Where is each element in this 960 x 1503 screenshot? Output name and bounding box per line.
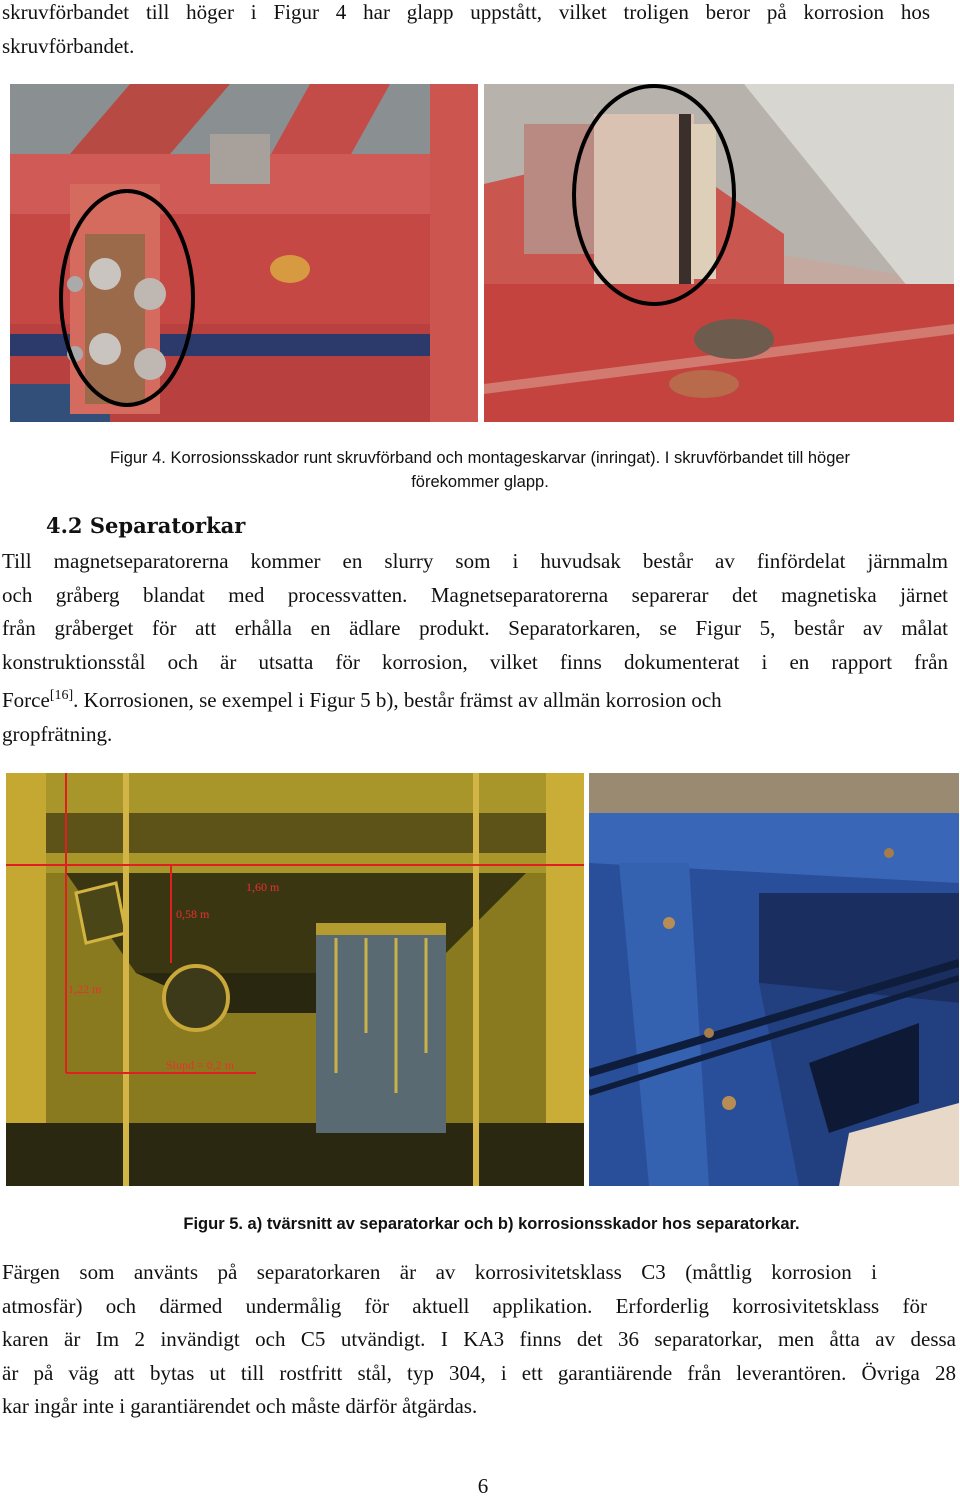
dim-label-slupd: Slupd = 0,2 m [166,1058,235,1072]
dim-label-height: 1,22 m [68,982,102,996]
page-number: 6 [477,1474,489,1498]
body-line-5-prefix: Force [2,688,50,713]
figure5-right-photo [589,773,959,1186]
section-heading [46,513,245,538]
figure5-caption: Figur 5. a) tvärsnitt av separatorkar och b) korrosionsskador hos separatorkar. [183,1215,800,1233]
figure4-right-photo [484,84,954,422]
final-line-3: karen är Im 2 invändigt och C5 utvändigt. I KA3 finns det 36 separatorkar, men åtta av dessa [2,1327,956,1352]
final-line-1: Färgen som använts på separatorkaren är av korrosivitetsklass C3 (måttlig korrosion i [2,1260,877,1284]
intro-line-2: skruvförbandet. [2,33,135,58]
final-line-4: är på väg att bytas ut till rostfritt stål, typ 304, i ett garantiärende från leverantören. Övriga 28 [2,1360,956,1385]
body-line-3: från gråberget för att erhålla en ädlare produkt. Separatorkaren, se Figur 5, består av målat [2,616,948,641]
body-line-1: Till magnetseparatorerna kommer en slurry som i huvudsak består av finfördelat järnmalm [2,549,948,573]
figure4-left-photo [10,84,478,422]
intro-paragraph [2,0,930,63]
section-number: 4.2 [46,513,83,538]
final-paragraph [2,1256,956,1424]
figure4-caption-line-1: Figur 4. Korrosionsskador runt skruvförband och montageskarvar (inringat). I skruvförbandet till höger [109,449,851,467]
section-title: Separatorkar [89,513,246,538]
body-line-2: och gråberg blandat med processvatten. Magnetseparatorerna separerar det magnetiska järnet [2,582,948,607]
final-line-5: kar ingår inte i garantiärendet och måste därför åtgärdas. [2,1394,478,1419]
body-line-4: konstruktionsstål och är utsatta för korrosion, vilket finns dokumenterat i en rapport från [2,649,948,674]
figure4-caption-line-2: förekommer glapp. [411,473,549,491]
body-line-5-suffix: . Korrosionen, se exempel i Figur 5 b), består främst av allmän korrosion och [73,688,722,713]
body-paragraph [2,545,948,752]
body-line-6: gropfrätning. [2,721,113,746]
dim-label-width: 1,60 m [246,880,280,894]
figure5-left-photo [6,773,584,1186]
figure4-caption [0,446,960,494]
body-line-5 [2,679,877,718]
reference-16: [16] [49,688,74,704]
intro-line-1: skruvförbandet till höger i Figur 4 har glapp uppstått, vilket troligen beror på korrosion hos [2,0,930,24]
final-line-2: atmosfär) och därmed undermålig för aktuell applikation. Erforderlig korrosivitetsklass för [2,1293,927,1318]
dim-label-depth: 0,58 m [176,907,210,921]
